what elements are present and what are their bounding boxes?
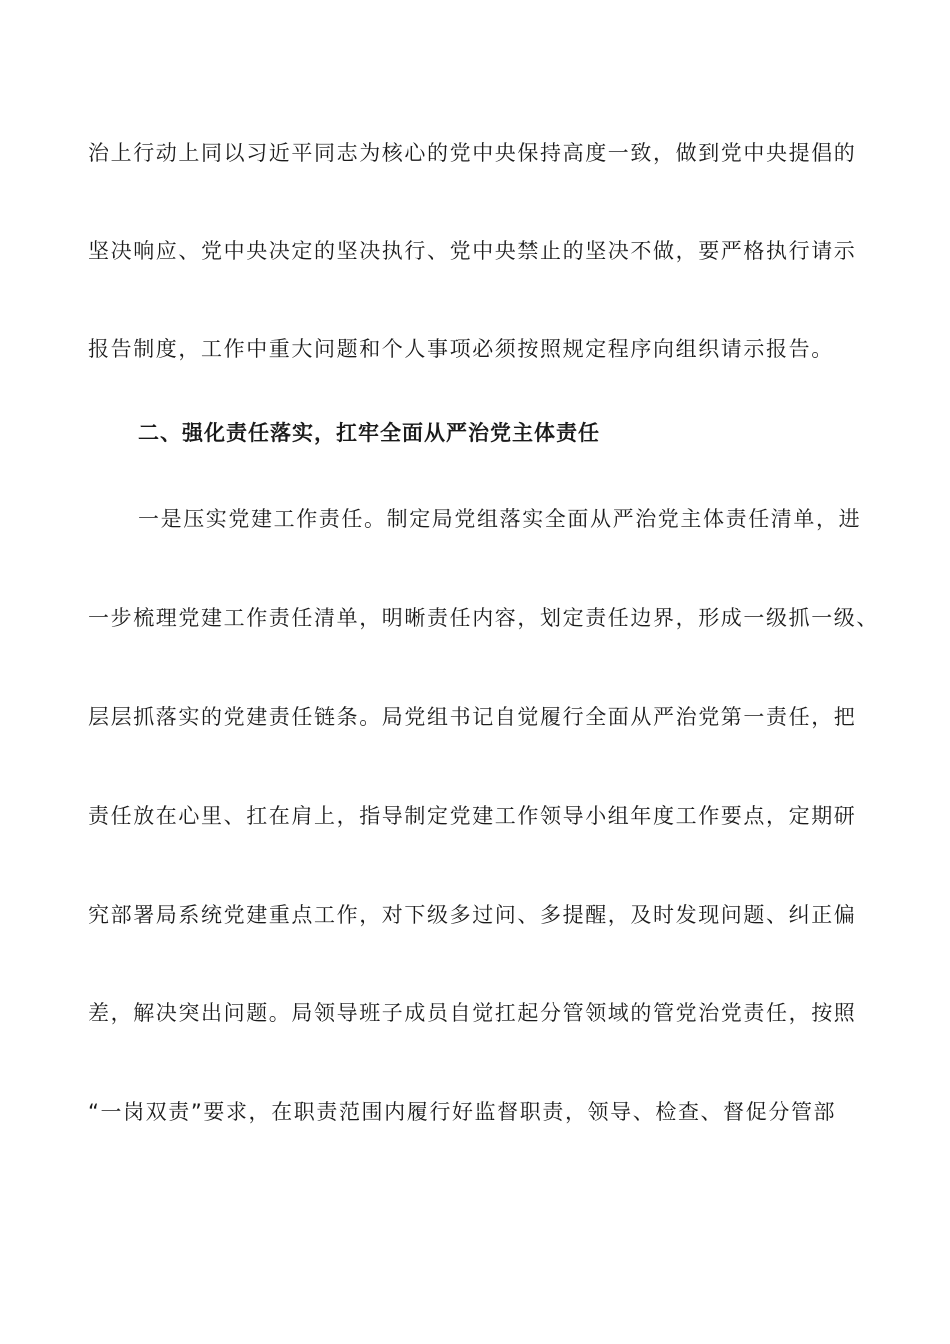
body-text-line: 报告制度，工作中重大问题和个人事项必须按照规定程序向组织请示报告。 <box>88 337 834 361</box>
body-text-line: 究部署局系统党建重点工作，对下级多过问、多提醒，及时发现问题、纠正偏 <box>88 903 857 927</box>
body-text-line: 责任放在心里、扛在肩上，指导制定党建工作领导小组年度工作要点，定期研 <box>88 804 857 828</box>
section-heading: 二、强化责任落实，扛牢全面从严治党主体责任 <box>138 421 600 445</box>
body-text-line: 一是压实党建工作责任。制定局党组落实全面从严治党主体责任清单，进 <box>138 507 862 531</box>
body-text-line: “一岗双责”要求，在职责范围内履行好监督职责，领导、检查、督促分管部 <box>88 1100 837 1124</box>
body-text-line: 一步梳理党建工作责任清单，明晰责任内容，划定责任边界，形成一级抓一级、 <box>88 606 879 630</box>
body-text-line: 层层抓落实的党建责任链条。局党组书记自觉履行全面从严治党第一责任，把 <box>88 705 857 729</box>
body-text-line: 差，解决突出问题。局领导班子成员自觉扛起分管领域的管党治党责任，按照 <box>88 1001 857 1025</box>
body-text-line: 坚决响应、党中央决定的坚决执行、党中央禁止的坚决不做，要严格执行请示 <box>88 239 857 263</box>
body-text-line: 治上行动上同以习近平同志为核心的党中央保持高度一致，做到党中央提倡的 <box>88 141 857 165</box>
